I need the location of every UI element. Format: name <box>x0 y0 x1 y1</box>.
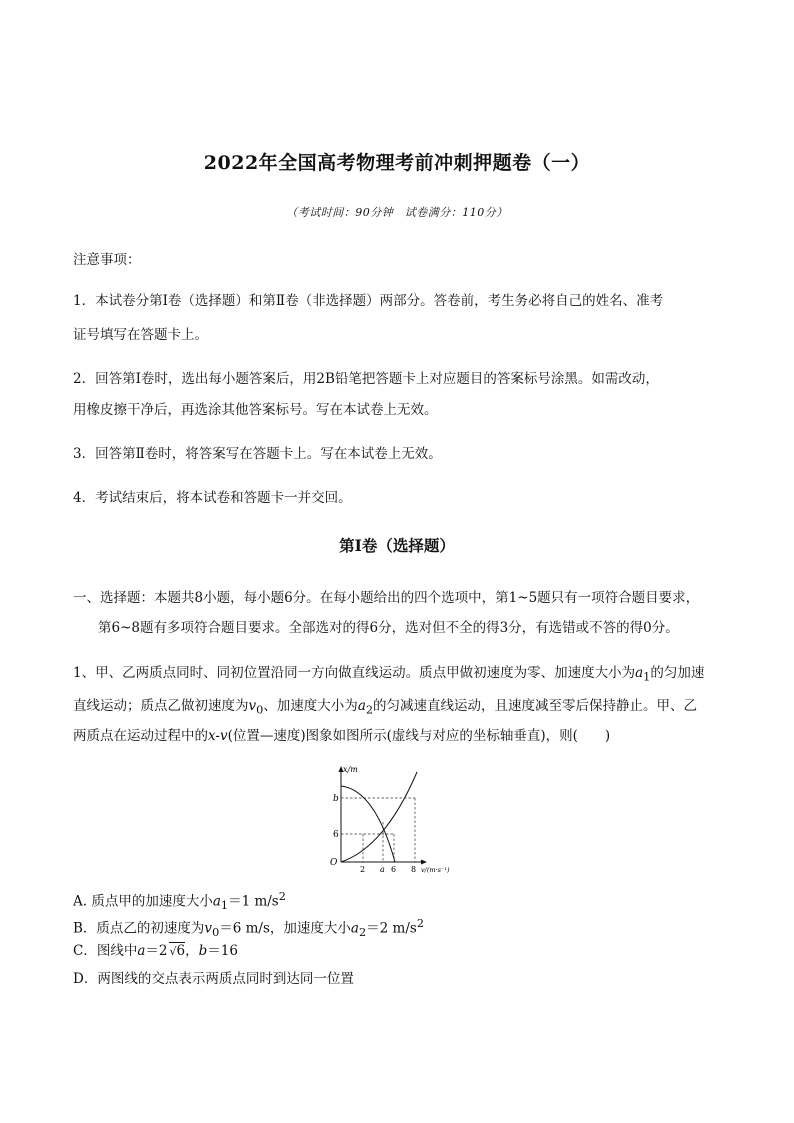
instruction-line-1: 一、选择题：本题共8小题，每小题6分。在每小题给出的四个选项中，第1~5题只有一项符合题目要求， <box>73 590 700 606</box>
symbol-v: v <box>204 920 213 937</box>
y-tick-b: b <box>333 794 339 804</box>
superscript: 2 <box>278 890 286 903</box>
option-d: D．两图线的交点表示两质点同时到达同一位置 <box>73 971 354 987</box>
sqrt-radicand <box>169 942 186 959</box>
x-tick-2: 2 <box>360 865 366 874</box>
option-b-value: ＝2 m/s <box>366 920 417 937</box>
y-tick-6: 6 <box>333 830 339 840</box>
symbol-a: a <box>357 698 366 714</box>
symbol-xv: x-v <box>208 728 228 744</box>
notice-label: 注意事项： <box>73 252 141 268</box>
question-1-line-3 <box>73 719 733 753</box>
symbol-b: b <box>198 943 208 959</box>
q1-text: 直线运动；质点乙做初速度为 <box>73 698 249 714</box>
notice-item-4: 4．考试结束后，将本试卷和答题卡一并交回。 <box>73 490 352 506</box>
notice-item-1-line-2: 证号填写在答题卡上。 <box>73 327 208 343</box>
option-b-text: B．质点乙的初速度为 <box>73 920 205 937</box>
notice-item-3: 3．回答第Ⅱ卷时，将答案写在答题卡上。写在本试卷上无效。 <box>73 446 442 462</box>
xv-graph-figure <box>325 762 465 877</box>
symbol-a: a <box>635 665 644 681</box>
x-tick-8: 8 <box>411 865 417 874</box>
option-a-text: A. 质点甲的加速度大小 <box>73 893 213 910</box>
notice-item-2-line-2: 用橡皮擦干净后，再选涂其他答案标号。写在本试卷上无效。 <box>73 402 438 418</box>
exam-time-info: （考试时间：90分钟 试卷满分：110分） <box>286 206 508 219</box>
option-c-mid: ， <box>185 943 199 959</box>
option-c-text: C．图线中 <box>73 943 138 959</box>
x-tick-a: a <box>380 865 385 874</box>
option-b-mid: ＝6 m/s，加速度大小 <box>219 920 351 937</box>
option-c <box>73 938 238 965</box>
x-axis-arrow <box>421 860 427 865</box>
subscript: 0 <box>256 703 264 717</box>
option-c-value: ＝16 <box>207 943 238 959</box>
notice-item-2-line-1: 2．回答第Ⅰ卷时，选出每小题答案后，用2B铅笔把答题卡上对应题目的答案标号涂黑。如需改动， <box>73 371 659 387</box>
y-axis-label: x/m <box>343 765 358 774</box>
option-c-eq: ＝2 <box>145 943 168 959</box>
curve-yi <box>341 786 395 862</box>
sqrt-sign: √ <box>169 945 177 958</box>
subscript: 1 <box>643 670 651 684</box>
q1-text: 的匀加速 <box>650 665 705 681</box>
symbol-a: a <box>212 893 221 910</box>
symbol-a: a <box>350 920 359 937</box>
subscript: 0 <box>212 926 220 940</box>
option-a-value: ＝1 m/s <box>228 893 279 910</box>
sqrt-value: 6 <box>176 943 186 959</box>
x-axis-label: v/(m·s⁻¹) <box>421 866 450 874</box>
symbol-a: a <box>137 943 146 959</box>
q1-text: 、加速度大小为 <box>263 698 358 714</box>
q1-text: 两质点在运动过程中的 <box>73 728 208 744</box>
curve-jia <box>341 772 417 862</box>
origin-label: O <box>330 858 338 868</box>
notice-item-1-line-1: 1．本试卷分第Ⅰ卷（选择题）和第Ⅱ卷（非选择题）两部分。答卷前，考生务必将自己的姓名、准考 <box>73 293 664 309</box>
section-title: 第Ⅰ卷（选择题） <box>339 536 455 555</box>
instruction-line-2: 第6~8题有多项符合题目要求。全部选对的得6分，选对但不全的得3分，有选错或不答的得0分。 <box>98 620 679 636</box>
q1-text: (位置—速度)图象如图所示(虚线与对应的坐标轴垂直)，则( ) <box>227 728 611 744</box>
page-title: 2022年全国高考物理考前冲刺押题卷（一） <box>203 152 591 174</box>
subscript: 2 <box>365 703 374 717</box>
x-tick-6: 6 <box>391 865 397 874</box>
subscript: 1 <box>220 899 229 913</box>
q1-text: 的匀减速直线运动，且速度减至零后保持静止。甲、乙 <box>373 698 698 714</box>
superscript: 2 <box>416 917 424 930</box>
subscript: 2 <box>358 926 367 940</box>
symbol-v: v <box>248 698 257 714</box>
q1-text: 1、甲、乙两质点同时、同初位置沿同一方向做直线运动。质点甲做初速度为零、加速度大小为 <box>73 665 636 681</box>
